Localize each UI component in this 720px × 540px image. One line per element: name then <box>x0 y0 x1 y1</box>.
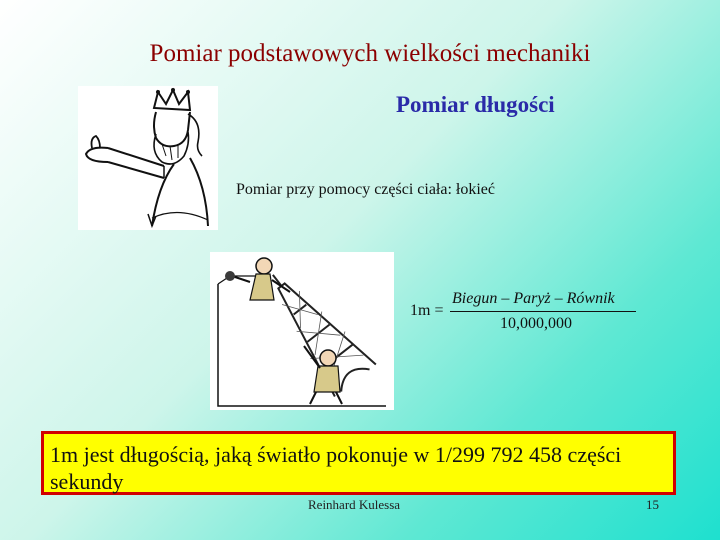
king-drawing <box>78 86 218 230</box>
page-number: 15 <box>646 497 659 512</box>
meter-definition-formula <box>410 290 650 334</box>
slide-title: Pomiar podstawowych wielkości mechaniki <box>149 40 591 67</box>
king-pointing-illustration <box>78 86 218 230</box>
definition-text: 1m jest długością, jaką światło pokonuje w 1/299 792 458 części sekundy <box>50 442 622 494</box>
eiffel-tower-illustration <box>210 252 394 410</box>
eiffel-drawing <box>210 252 394 410</box>
cubit-caption: Pomiar przy pomocy części ciała: łokieć <box>236 181 496 198</box>
formula-numerator: Biegun – Paryż – Równik <box>452 290 615 307</box>
section-title: Pomiar długości <box>396 92 555 117</box>
definition-box <box>41 431 676 495</box>
author-footer: Reinhard Kulessa <box>308 497 401 512</box>
formula-denominator: 10,000,000 <box>500 315 572 332</box>
fraction-bar <box>450 311 636 312</box>
formula-lhs: 1m = <box>410 302 444 319</box>
